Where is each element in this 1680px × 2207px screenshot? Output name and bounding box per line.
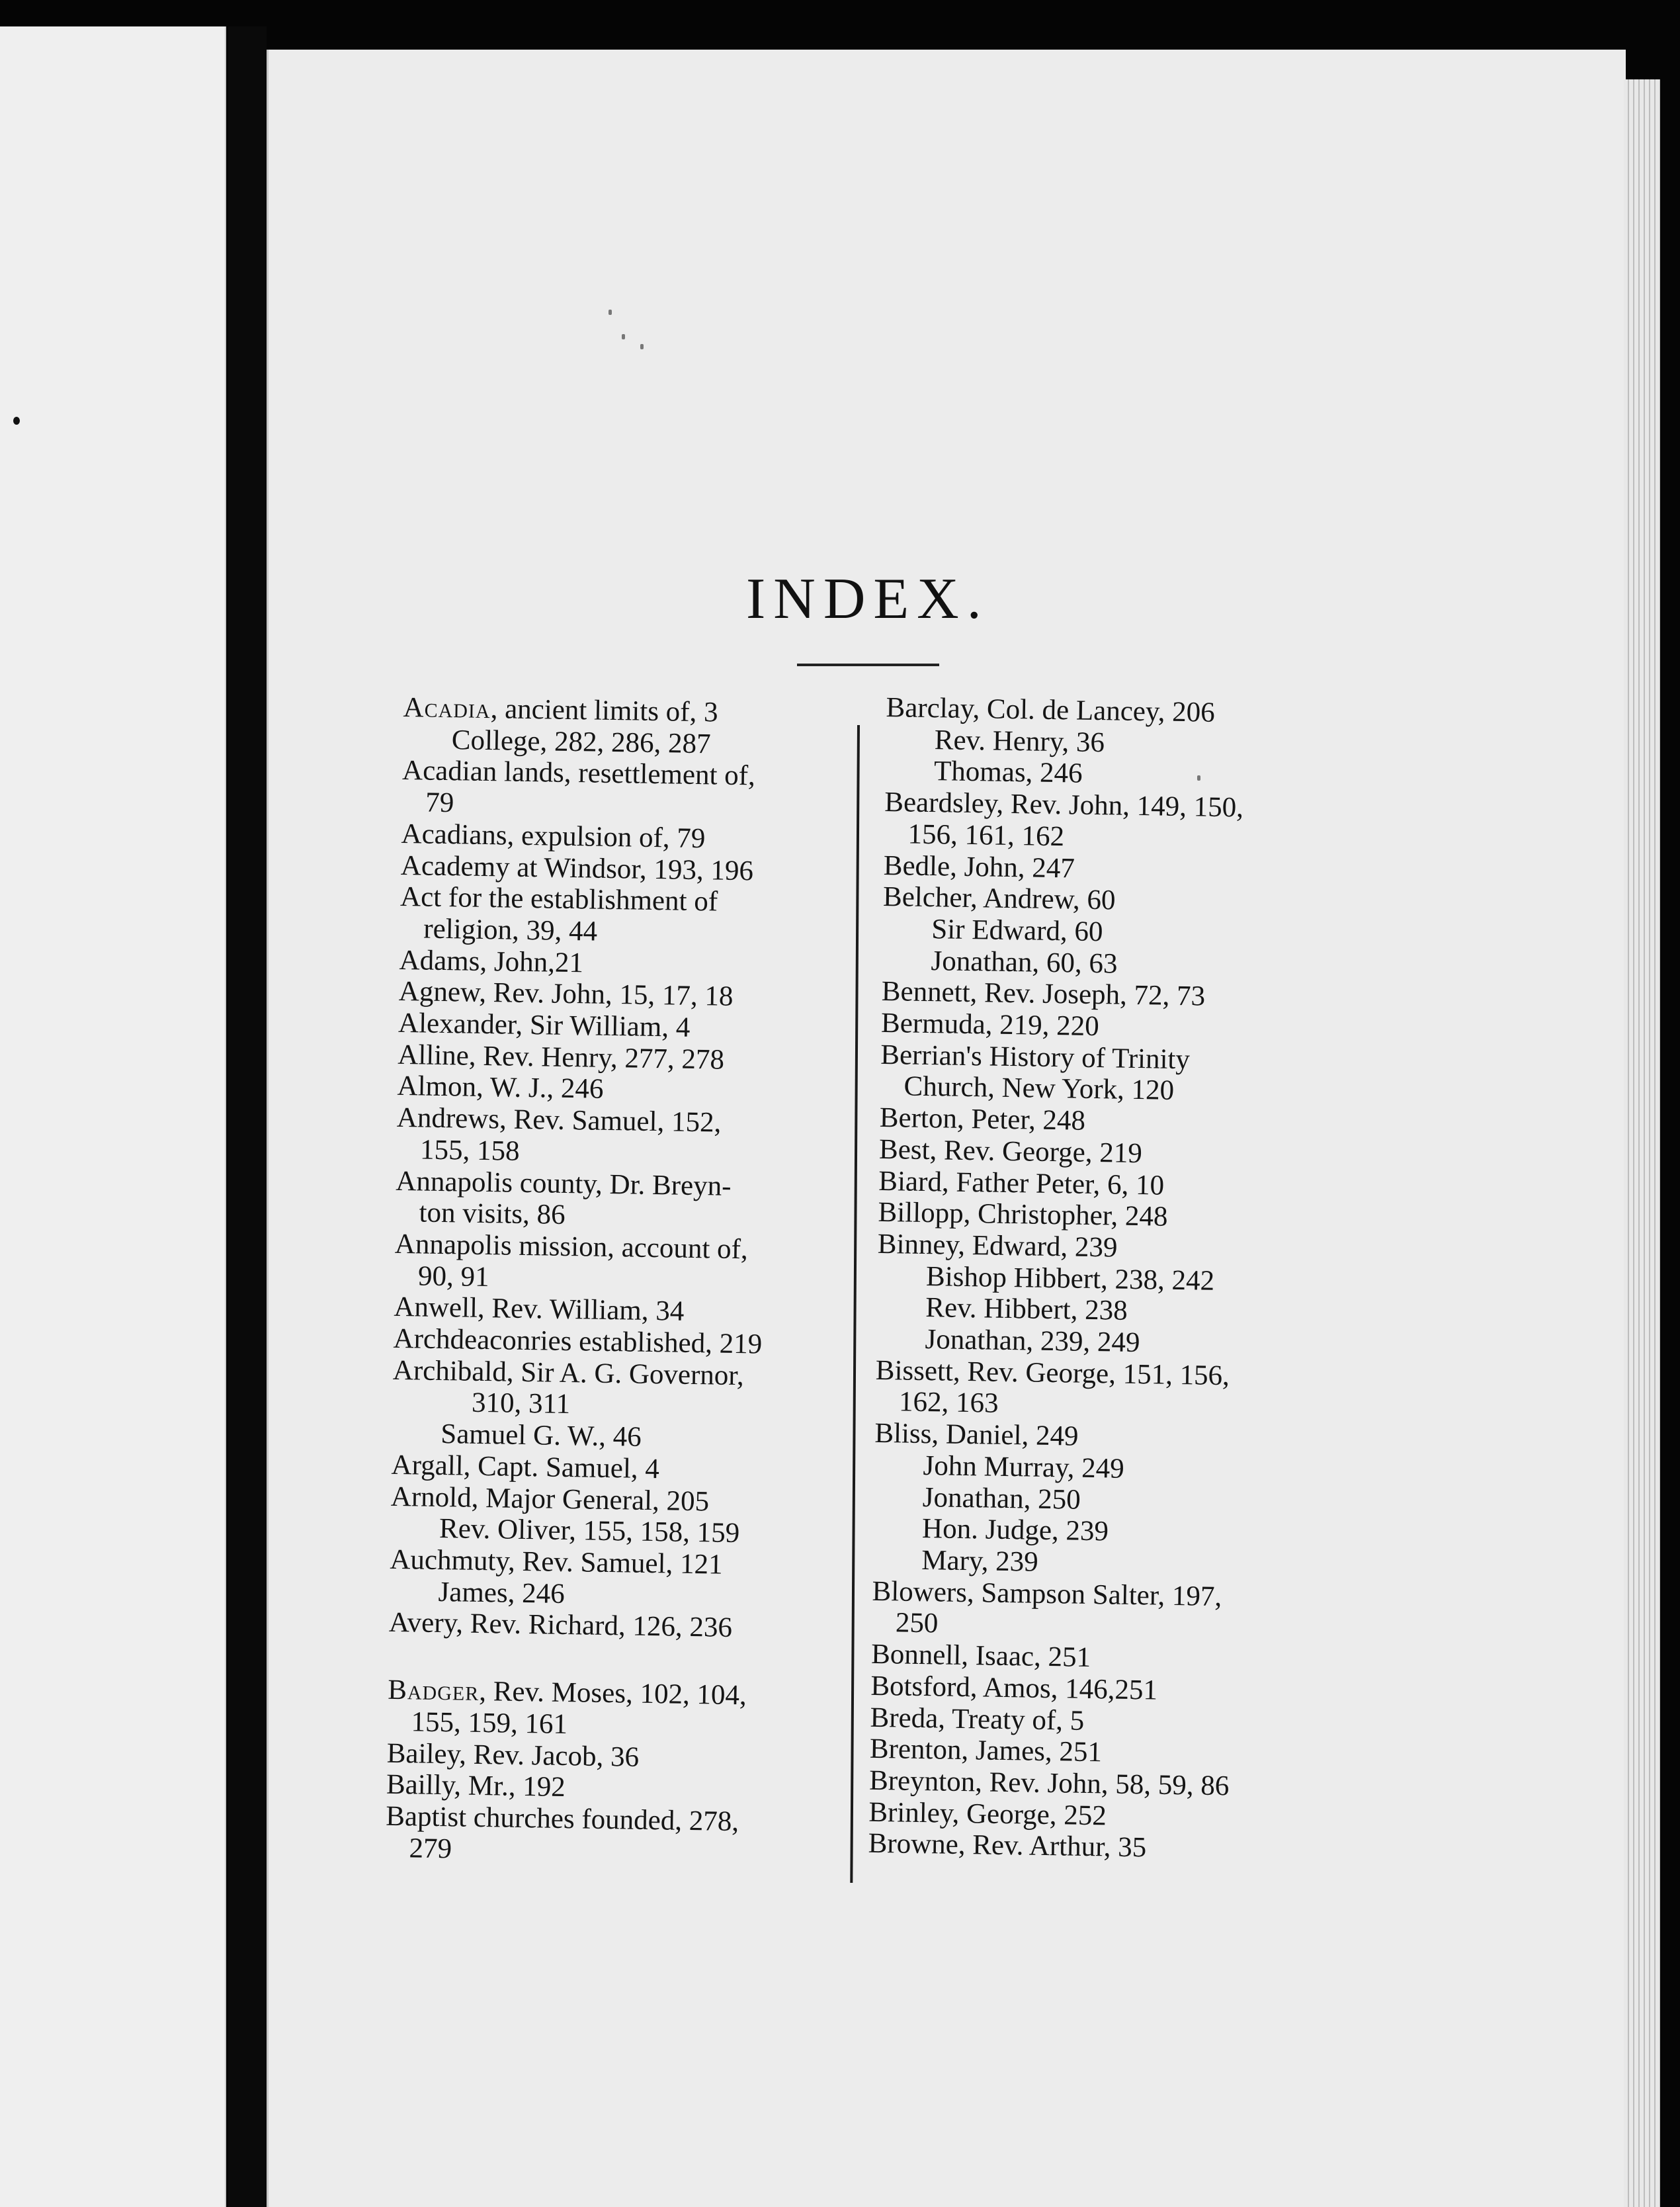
index-entry-text: Barclay, Col. de Lancey, 206 xyxy=(886,692,1216,728)
index-entry-text: Bissett, Rev. George, 151, 156, xyxy=(875,1354,1230,1392)
index-entry-text: Bermuda, 219, 220 xyxy=(880,1007,1100,1043)
previous-page xyxy=(0,26,226,2207)
index-entry-text: Arnold, Major General, 205 xyxy=(390,1481,710,1517)
index-entry-text: Academy at Windsor, 193, 196 xyxy=(400,849,754,887)
index-entry-text: Botsford, Amos, 146,251 xyxy=(870,1670,1158,1706)
index-entry-text: Acadians, expulsion of, 79 xyxy=(401,818,706,855)
index-entry-text: 162, 163 xyxy=(898,1386,999,1420)
index-entry-text: ton visits, 86 xyxy=(419,1197,566,1231)
index-entry-text: Mary, 239 xyxy=(921,1544,1039,1578)
index-entry-text: Acadian lands, resettlement of, xyxy=(401,755,756,792)
index-entry-text: , ancient limits of, 3 xyxy=(490,693,718,728)
index-entry-text: Thomas, 246 xyxy=(933,756,1083,790)
index-heading-word: Acadia xyxy=(403,692,491,725)
index-entry-text: 155, 158 xyxy=(419,1134,520,1167)
index-entry-text: James, 246 xyxy=(438,1576,566,1610)
index-entry-text: Alexander, Sir William, 4 xyxy=(398,1007,691,1043)
index-entry-text: Alline, Rev. Henry, 277, 278 xyxy=(398,1039,725,1076)
index-entry-text: Agnew, Rev. John, 15, 17, 18 xyxy=(398,976,734,1013)
index-heading-word: Badger xyxy=(387,1674,480,1708)
index-entry-text: Billopp, Christopher, 248 xyxy=(878,1197,1168,1233)
index-entry-text: Bailey, Rev. Jacob, 36 xyxy=(386,1737,640,1773)
index-entry-text: 156, 161, 162 xyxy=(907,818,1065,853)
index-entry-text: Argall, Capt. Samuel, 4 xyxy=(391,1449,660,1485)
index-entry-text: religion, 39, 44 xyxy=(423,913,598,947)
index-entry-text: Best, Rev. George, 219 xyxy=(878,1133,1143,1170)
index-entry-text: Berrian's History of Trinity xyxy=(880,1039,1191,1076)
index-entry-text: Archibald, Sir A. G. Governor, xyxy=(392,1354,745,1391)
index-entry-text: Berton, Peter, 248 xyxy=(879,1102,1086,1137)
index-entry-text: Rev. Oliver, 155, 158, 159 xyxy=(439,1513,740,1549)
index-entry-text: Sir Edward, 60 xyxy=(931,914,1103,948)
index-entry-text: Almon, W. J., 246 xyxy=(397,1070,604,1105)
ink-speck xyxy=(640,344,644,349)
index-entry-text: 79 xyxy=(425,787,454,819)
index-entry-text: Rev. Henry, 36 xyxy=(934,724,1105,758)
index-entry-text: Browne, Rev. Arthur, 35 xyxy=(868,1828,1147,1864)
ink-speck xyxy=(622,334,625,339)
index-entry-text: John Murray, 249 xyxy=(923,1450,1125,1485)
index-column-right xyxy=(868,692,1343,1867)
index-entry-text: Adams, John,21 xyxy=(399,944,584,978)
index-entry-text: 90, 91 xyxy=(417,1260,489,1293)
index-entry-text: Hon. Judge, 239 xyxy=(921,1513,1109,1547)
index-entry-text: Annapolis county, Dr. Breyn- xyxy=(396,1165,732,1202)
index-entry-text: Bennett, Rev. Joseph, 72, 73 xyxy=(881,976,1206,1012)
index-column-left xyxy=(385,692,880,1871)
index-entry-text: 250 xyxy=(895,1607,939,1639)
index-entry-text: Anwell, Rev. William, 34 xyxy=(394,1291,685,1328)
index-entry-text: Binney, Edward, 239 xyxy=(877,1228,1118,1264)
page-title: INDEX. xyxy=(746,567,989,631)
index-entry-text: Bliss, Daniel, 249 xyxy=(874,1418,1079,1452)
index-entry-text: Andrews, Rev. Samuel, 152, xyxy=(396,1102,722,1139)
index-entry-text: Samuel G. W., 46 xyxy=(441,1418,642,1453)
page-edges xyxy=(1624,79,1660,2207)
index-entry-text: Brenton, James, 251 xyxy=(869,1733,1103,1768)
ink-speck xyxy=(13,417,20,425)
index-entry-text: Belcher, Andrew, 60 xyxy=(882,881,1116,916)
index-entry-text: Rev. Hibbert, 238 xyxy=(925,1292,1128,1327)
book-gutter xyxy=(228,26,267,2207)
index-entry-text: Blowers, Sampson Salter, 197, xyxy=(872,1575,1222,1612)
index-entry-text: 155, 159, 161 xyxy=(411,1706,568,1740)
index-entry-text: Jonathan, 250 xyxy=(922,1481,1081,1516)
index-entry-text: Bonnell, Isaac, 251 xyxy=(870,1638,1091,1674)
index-entry-text: Brinley, George, 252 xyxy=(868,1796,1107,1832)
index-entry-text: Jonathan, 239, 249 xyxy=(925,1324,1140,1359)
index-entry-text: Annapolis mission, account of, xyxy=(394,1228,749,1266)
index-entry-text: Act for the establishment of xyxy=(399,881,718,918)
index-entry-text: , Rev. Moses, 102, 104, xyxy=(478,1676,747,1711)
index-entry-text: Breda, Treaty of, 5 xyxy=(870,1702,1085,1737)
title-rule xyxy=(797,664,939,666)
index-entry-text: Avery, Rev. Richard, 126, 236 xyxy=(388,1607,733,1644)
index-entry-text: Bishop Hibbert, 238, 242 xyxy=(925,1260,1215,1297)
index-entry-text: Church, New York, 120 xyxy=(903,1070,1175,1107)
index-entry-text: Jonathan, 60, 63 xyxy=(931,945,1118,980)
index-entry-text: Archdeaconries established, 219 xyxy=(393,1322,763,1360)
index-entry-text: Breynton, Rev. John, 58, 59, 86 xyxy=(868,1764,1230,1802)
index-entry-text: Baptist churches founded, 278, xyxy=(385,1800,739,1838)
index-entry-text: Beardsley, Rev. John, 149, 150, xyxy=(884,787,1244,824)
index-entry-text: Bailly, Mr., 192 xyxy=(386,1769,566,1803)
index-entry-text: Bedle, John, 247 xyxy=(883,849,1075,885)
index-entry-text: 279 xyxy=(409,1832,452,1864)
ink-speck xyxy=(609,310,612,315)
index-entry-text: Auchmuty, Rev. Samuel, 121 xyxy=(390,1543,723,1580)
index-entry-text: Biard, Father Peter, 6, 10 xyxy=(878,1165,1165,1201)
index-entry-text: College, 282, 286, 287 xyxy=(451,724,711,760)
index-entry-text: 310, 311 xyxy=(471,1387,571,1420)
